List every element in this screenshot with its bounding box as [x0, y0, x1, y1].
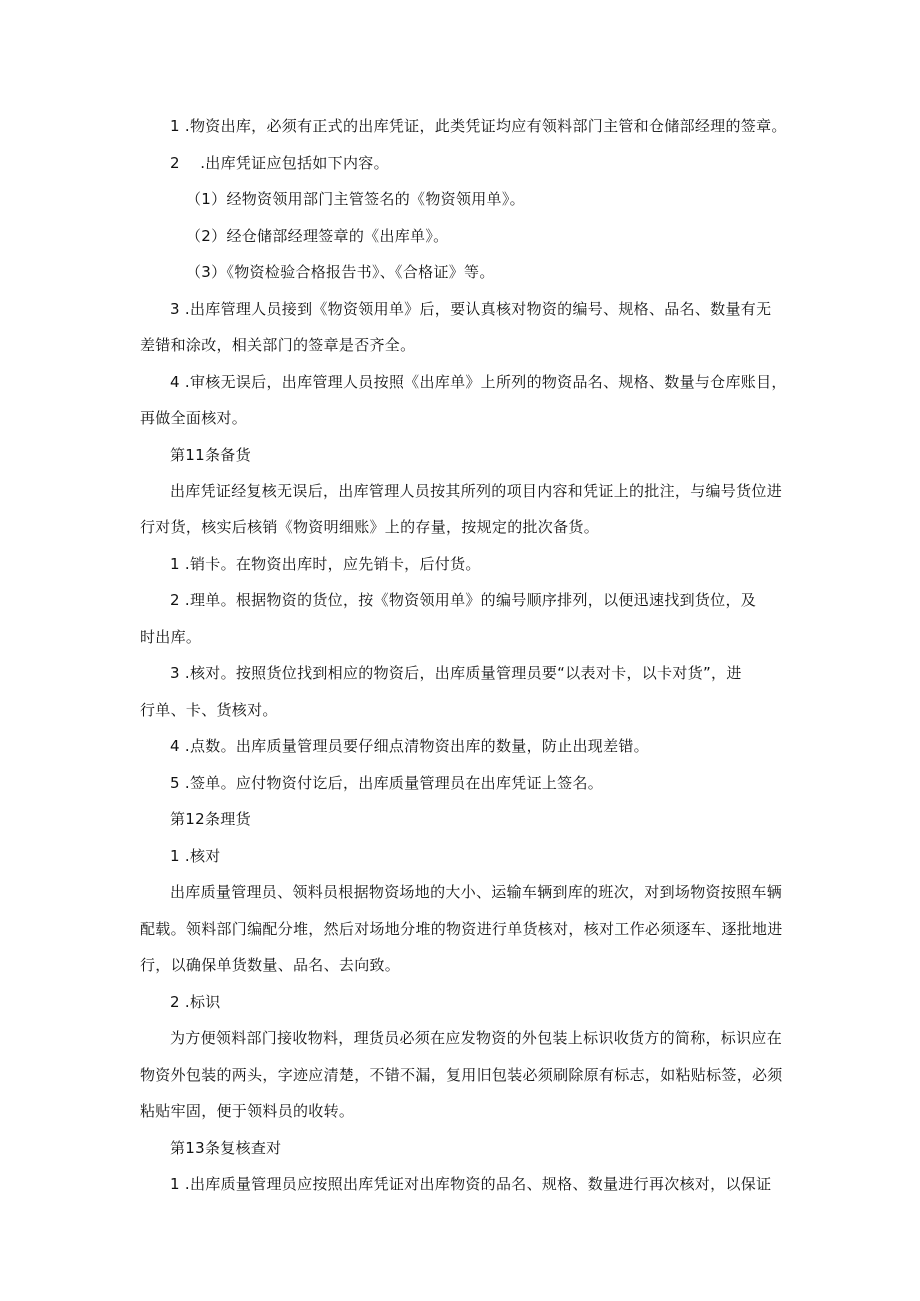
- paragraph-line: 1 .物资出库，必须有正式的出库凭证，此类凭证均应有领料部门主管和仓储部经理的签章。: [170, 117, 787, 135]
- paragraph-line: 为方便领料部门接收物料，理货员必须在应发物资的外包装上标识收货方的简称，标识应在: [170, 1029, 783, 1047]
- paragraph-line: 3 .核对。按照货位找到相应的物资后，出库质量管理员要“以表对卡，以卡对货”，进: [170, 664, 742, 682]
- paragraph-line: 出库质量管理员、领料员根据物资场地的大小、运输车辆到库的班次，对到场物资按照车辆: [170, 883, 783, 901]
- paragraph-line: 出库凭证经复核无误后，出库管理人员按其所列的项目内容和凭证上的批注，与编号货位进: [170, 482, 783, 500]
- paragraph-line: 3 .出库管理人员接到《物资领用单》后，要认真核对物资的编号、规格、品名、数量有无: [170, 300, 772, 318]
- paragraph-line: 2 .出库凭证应包括如下内容。: [170, 154, 389, 172]
- paragraph-line: 物资外包装的两头，字迹应清楚，不错不漏，复用旧包装必须刷除原有标志，如粘贴标签，必须: [140, 1066, 783, 1084]
- paragraph-line: 时出库。: [140, 628, 202, 646]
- paragraph-line: 配载。领料部门编配分堆，然后对场地分堆的物资进行单货核对，核对工作必须逐车、逐批地进: [140, 920, 783, 938]
- paragraph-line: 再做全面核对。: [140, 409, 248, 427]
- list-item: （1）经物资领用部门主管签名的《物资领用单》。: [186, 190, 525, 208]
- paragraph-line: 1 .销卡。在物资出库时，应先销卡，后付货。: [170, 555, 481, 573]
- section-heading: 第12条理货: [170, 810, 251, 828]
- paragraph-line: 4 .点数。出库质量管理员要仔细点清物资出库的数量，防止出现差错。: [170, 737, 649, 755]
- paragraph-line: 行，以确保单货数量、品名、去向致。: [140, 956, 401, 974]
- paragraph-line: 粘贴牢固，便于领料员的收转。: [140, 1102, 355, 1120]
- paragraph-line: 行对货，核实后核销《物资明细账》上的存量，按规定的批次备货。: [140, 518, 600, 536]
- paragraph-line: 行单、卡、货核对。: [140, 701, 278, 719]
- paragraph-line: 5 .签单。应付物资付讫后，出库质量管理员在出库凭证上签名。: [170, 774, 604, 792]
- section-heading: 第11条备货: [170, 446, 251, 464]
- paragraph-line: 1 .核对: [170, 847, 221, 865]
- paragraph-line: 1 .出库质量管理员应按照出库凭证对出库物资的品名、规格、数量进行再次核对，以保证: [170, 1175, 772, 1193]
- paragraph-line: 2 .理单。根据物资的货位，按《物资领用单》的编号顺序排列，以便迅速找到货位，及: [170, 591, 757, 609]
- section-heading: 第13条复核查对: [170, 1139, 282, 1157]
- list-item: （3）《物资检验合格报告书》、《合格证》等。: [186, 263, 495, 281]
- list-item: （2）经仓储部经理签章的《出库单》。: [186, 227, 449, 245]
- paragraph-line: 4 .审核无误后，出库管理人员按照《出库单》上所列的物资品名、规格、数量与仓库账目，: [170, 373, 787, 391]
- paragraph-line: 2 .标识: [170, 993, 221, 1011]
- paragraph-line: 差错和涂改，相关部门的签章是否齐全。: [140, 336, 416, 354]
